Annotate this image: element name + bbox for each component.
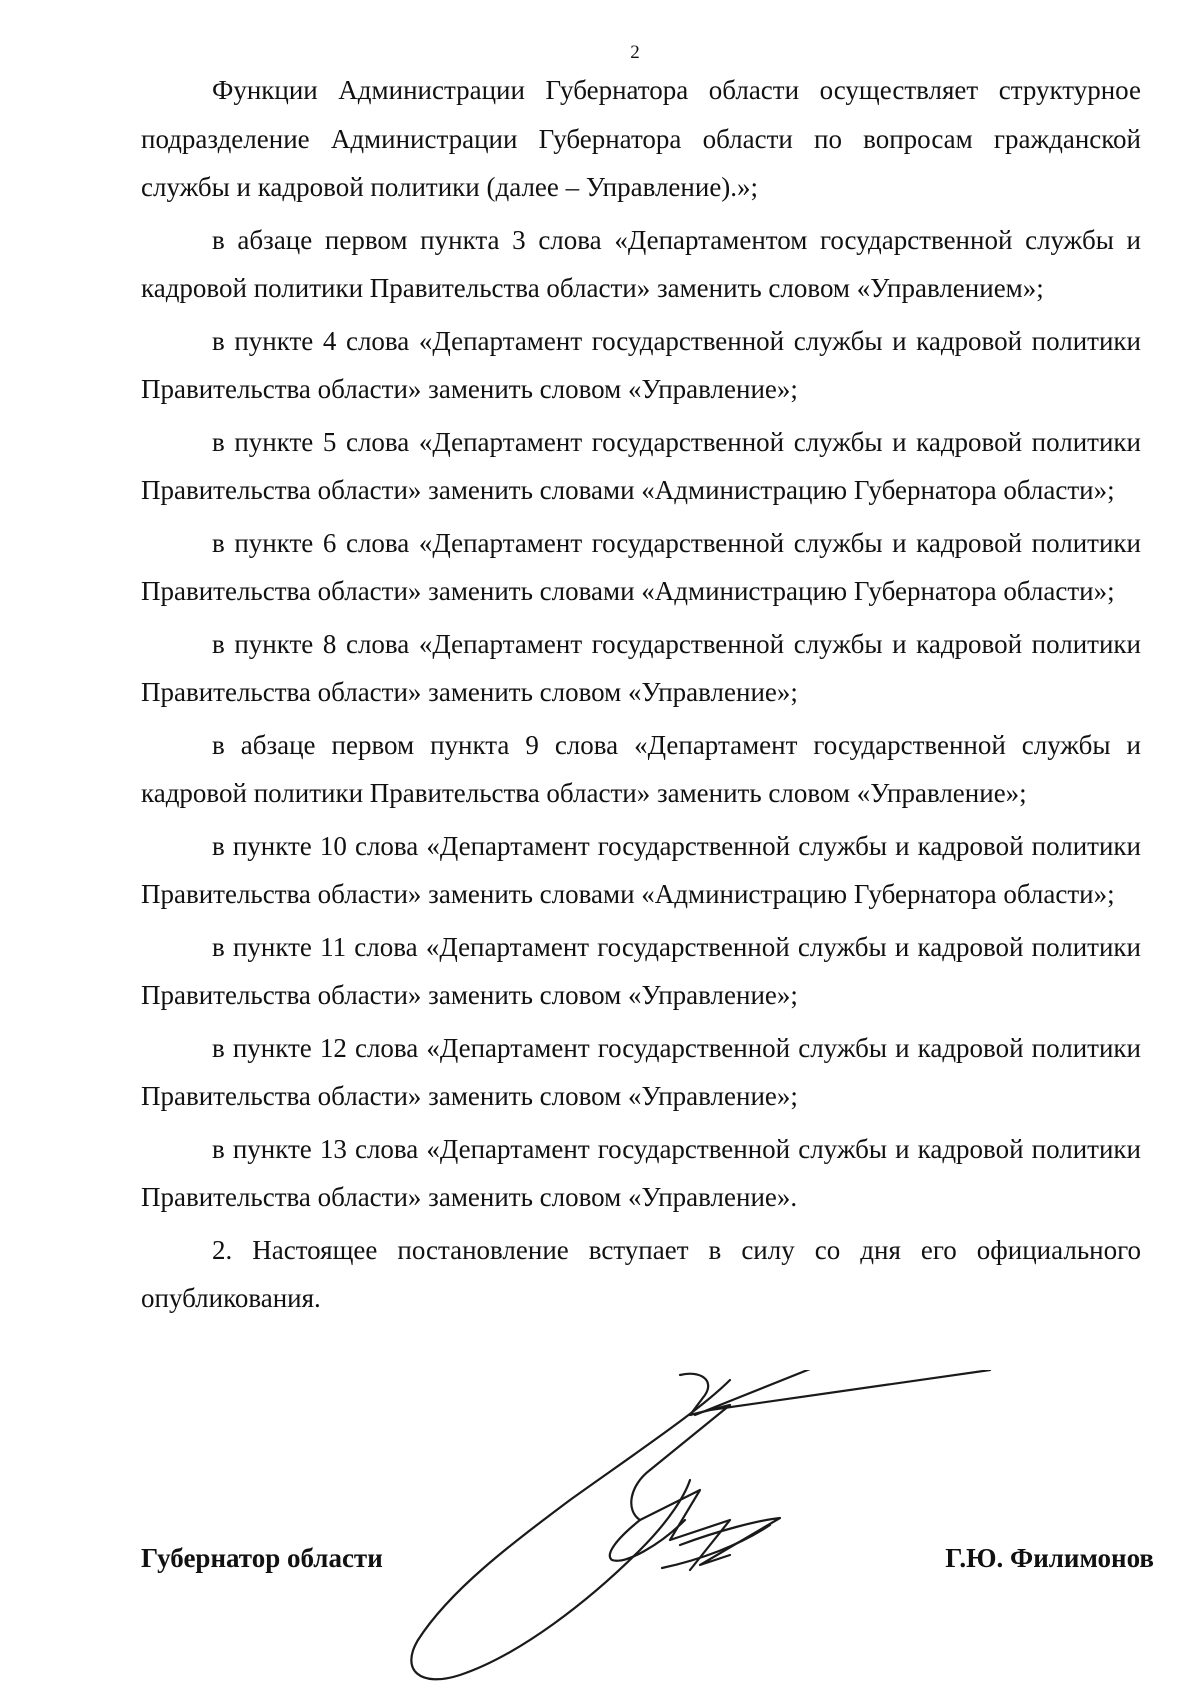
signature-stroke — [695, 1370, 990, 1415]
paragraph: 2. Настоящее постановление вступает в силу со дня его официального опубликования. — [141, 1234, 1141, 1313]
page-number: 2 — [630, 42, 640, 63]
paragraph: в пункте 8 слова «Департамент государственной службы и кадровой политики Правительства области» заменить словом «Управление»; — [141, 628, 1141, 707]
paragraph: в пункте 13 слова «Департамент государственной службы и кадровой политики Правительства области» заменить словом «Управление». — [141, 1133, 1141, 1212]
paragraph: в пункте 11 слова «Департамент государственной службы и кадровой политики Правительства области» заменить словом «Управление»; — [141, 931, 1141, 1010]
paragraph: в абзаце первом пункта 3 слова «Департаментом государственной службы и кадровой политики Правительства области» заменить словом «Управлением»; — [141, 224, 1141, 303]
signatory-name: Г.Ю. Филимонов — [945, 1543, 1154, 1573]
paragraph: в абзаце первом пункта 9 слова «Департамент государственной службы и кадровой политики Правительства области» заменить словом «Управление»; — [141, 729, 1141, 808]
paragraph: в пункте 6 слова «Департамент государственной службы и кадровой политики Правительства области» заменить словами «Администрацию Губернатора области»; — [141, 527, 1141, 606]
paragraph: в пункте 10 слова «Департамент государственной службы и кадровой политики Правительства области» заменить словами «Администрацию Губернатора области»; — [141, 830, 1141, 909]
handwritten-signature — [400, 1370, 1000, 1690]
paragraph: в пункте 5 слова «Департамент государственной службы и кадровой политики Правительства области» заменить словами «Администрацию Губернатора области»; — [141, 426, 1141, 505]
signature-stroke — [411, 1380, 730, 1679]
paragraph: Функции Администрации Губернатора области осуществляет структурное подразделение Администрации Губернатора области по вопросам гражданской службы и кадровой политики (далее – Управление).»; — [141, 75, 1141, 202]
paragraph: в пункте 4 слова «Департамент государственной службы и кадровой политики Правительства области» заменить словом «Управление»; — [141, 325, 1141, 404]
signatory-title: Губернатор области — [141, 1543, 383, 1573]
paragraph: в пункте 12 слова «Департамент государственной службы и кадровой политики Правительства области» заменить словом «Управление»; — [141, 1032, 1141, 1111]
document-body — [141, 66, 1141, 1327]
signature-stroke — [650, 1374, 730, 1470]
signature-block — [141, 1538, 1154, 1578]
